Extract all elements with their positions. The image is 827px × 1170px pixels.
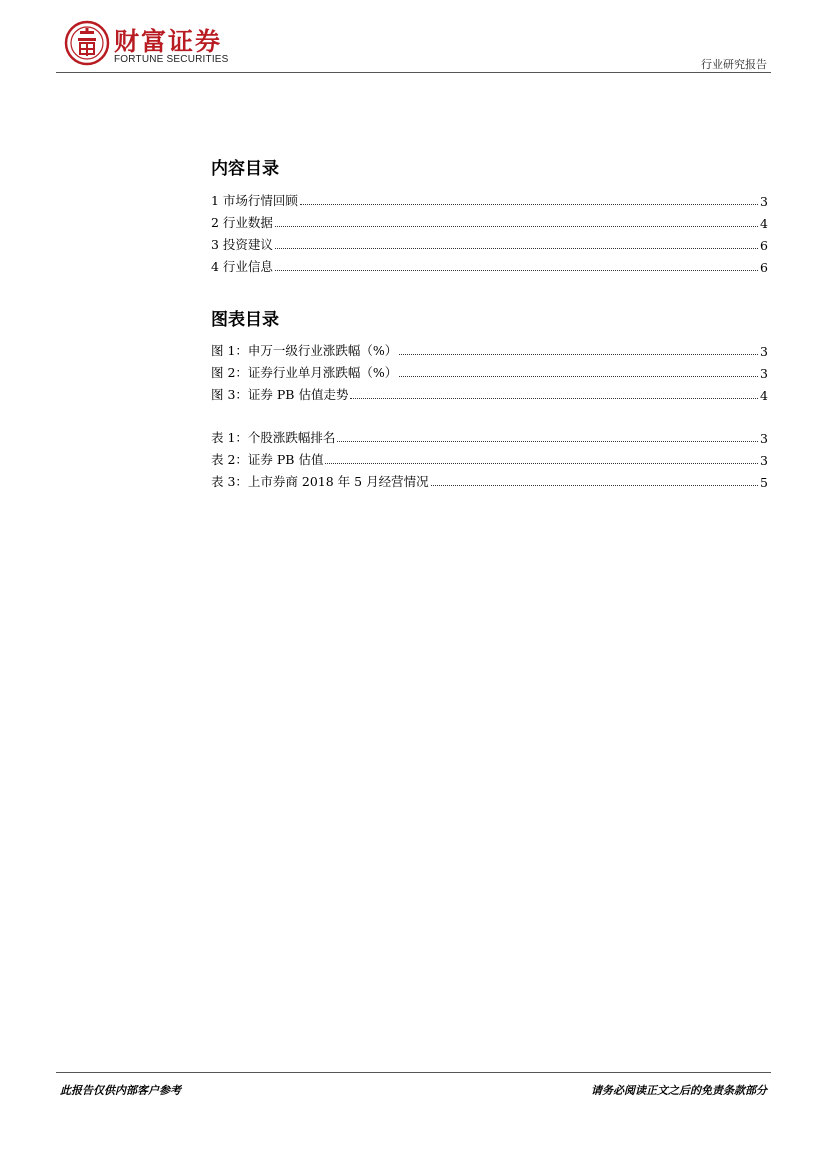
toc-page-number: 3 [760,366,768,381]
figures-title: 图表目录 [211,310,279,330]
toc-page-number: 3 [760,344,768,359]
toc-label: 4 行业信息 [211,259,273,274]
toc-label: 图 3：证券 PB 估值走势 [211,387,349,402]
toc-leader [275,269,758,271]
toc-page-number: 6 [760,238,768,253]
company-logo [64,18,264,68]
toc-leader [431,484,758,486]
toc-leader [325,462,758,464]
toc-page-number: 6 [760,260,768,275]
toc-label: 图 1：申万一级行业涨跌幅（%） [211,343,398,358]
header-divider [56,72,771,73]
figures-list [211,337,768,403]
toc-row[interactable] [211,446,768,468]
toc-page-number: 3 [760,194,768,209]
footer-disclaimer-right: 请务必阅读正文之后的免责条款部分 [591,1084,767,1097]
toc-leader [399,375,758,377]
toc-label: 表 1：个股涨跌幅排名 [211,430,336,445]
toc-row[interactable] [211,424,768,446]
toc-label: 图 2：证券行业单月涨跌幅（%） [211,365,398,380]
toc-label: 表 2：证券 PB 估值 [211,452,324,467]
toc-row[interactable] [211,337,768,359]
toc-row[interactable] [211,253,768,275]
toc-label: 3 投资建议 [211,237,273,252]
logo-english-name: FORTUNE SECURITIES [114,54,229,65]
toc-page-number: 3 [760,453,768,468]
toc-page-number: 3 [760,431,768,446]
contents-list [211,187,768,275]
contents-title: 内容目录 [211,159,279,179]
toc-leader [337,440,758,442]
toc-page-number: 4 [760,388,768,403]
toc-label: 1 市场行情回顾 [211,193,298,208]
toc-leader [399,353,758,355]
report-type-label: 行业研究报告 [701,58,767,71]
toc-label: 表 3：上市券商 2018 年 5 月经营情况 [211,474,429,489]
logo-chinese-name: 财富证券 [114,27,223,56]
toc-page-number: 4 [760,216,768,231]
toc-row[interactable] [211,359,768,381]
toc-leader [275,225,758,227]
toc-page-number: 5 [760,475,768,490]
toc-leader [300,203,758,205]
footer-divider [56,1072,771,1073]
toc-row[interactable] [211,468,768,490]
toc-row[interactable] [211,209,768,231]
fortune-seal-icon [64,20,110,66]
footer-disclaimer-left: 此报告仅供内部客户参考 [60,1084,181,1097]
toc-row[interactable] [211,381,768,403]
toc-leader [275,247,758,249]
toc-label: 2 行业数据 [211,215,273,230]
toc-row[interactable] [211,231,768,253]
toc-row[interactable] [211,187,768,209]
tables-list [211,424,768,490]
toc-leader [350,397,758,399]
